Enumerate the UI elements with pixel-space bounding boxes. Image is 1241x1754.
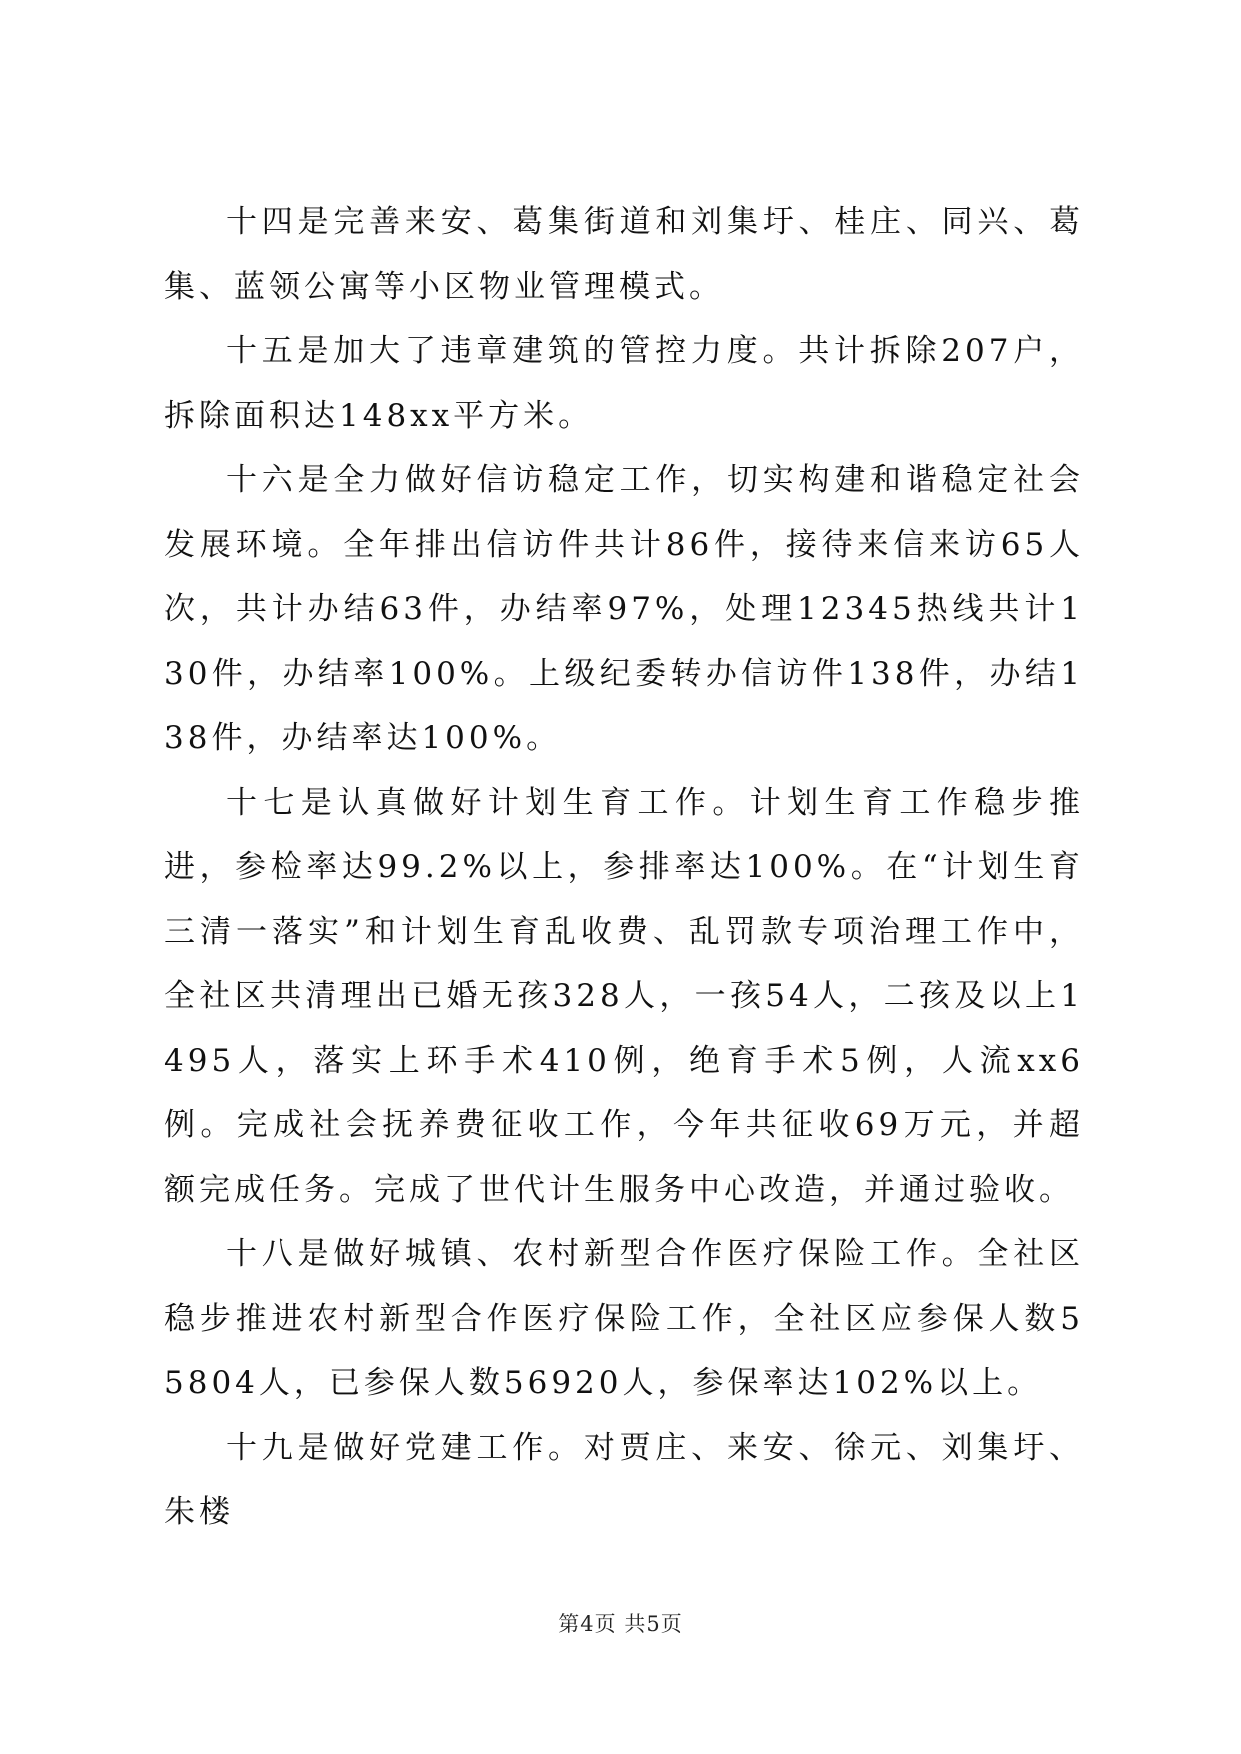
page-footer: 第4页 共5页 <box>558 1612 683 1636</box>
document-body <box>164 190 1084 1545</box>
paragraph-14: 十四是完善来安、葛集街道和刘集圩、桂庄、同兴、葛集、蓝领公寓等小区物业管理模式。 <box>164 204 1084 305</box>
paragraph-17: 十七是认真做好计划生育工作。计划生育工作稳步推进，参检率达99.2%以上，参排率达100%。在“计划生育三清一落实”和计划生育乱收费、乱罚款专项治理工作中，全社区共清理出已婚无孩328人，一孩54人，二孩及以上1495人，落实上环手术410例，绝育手术5例，人流xx6例。完成社会抚养费征收工作，今年共征收69万元，并超额完成任务。完成了世代计生服务中心改造，并通过验收。 <box>164 784 1084 1208</box>
paragraph-16: 十六是全力做好信访稳定工作，切实构建和谐稳定社会发展环境。全年排出信访件共计86件，接待来信来访65人次，共计办结63件，办结率97%，处理12345热线共计130件，办结率100%。上级纪委转办信访件138件，办结138件，办结率达100%。 <box>164 462 1084 756</box>
paragraph-18: 十八是做好城镇、农村新型合作医疗保险工作。全社区稳步推进农村新型合作医疗保险工作，全社区应参保人数55804人，已参保人数56920人，参保率达102%以上。 <box>164 1236 1084 1401</box>
paragraph-19: 十九是做好党建工作。对贾庄、来安、徐元、刘集圩、朱楼 <box>164 1429 1084 1530</box>
paragraph-15: 十五是加大了违章建筑的管控力度。共计拆除207户，拆除面积达148xx平方米。 <box>164 333 1084 434</box>
